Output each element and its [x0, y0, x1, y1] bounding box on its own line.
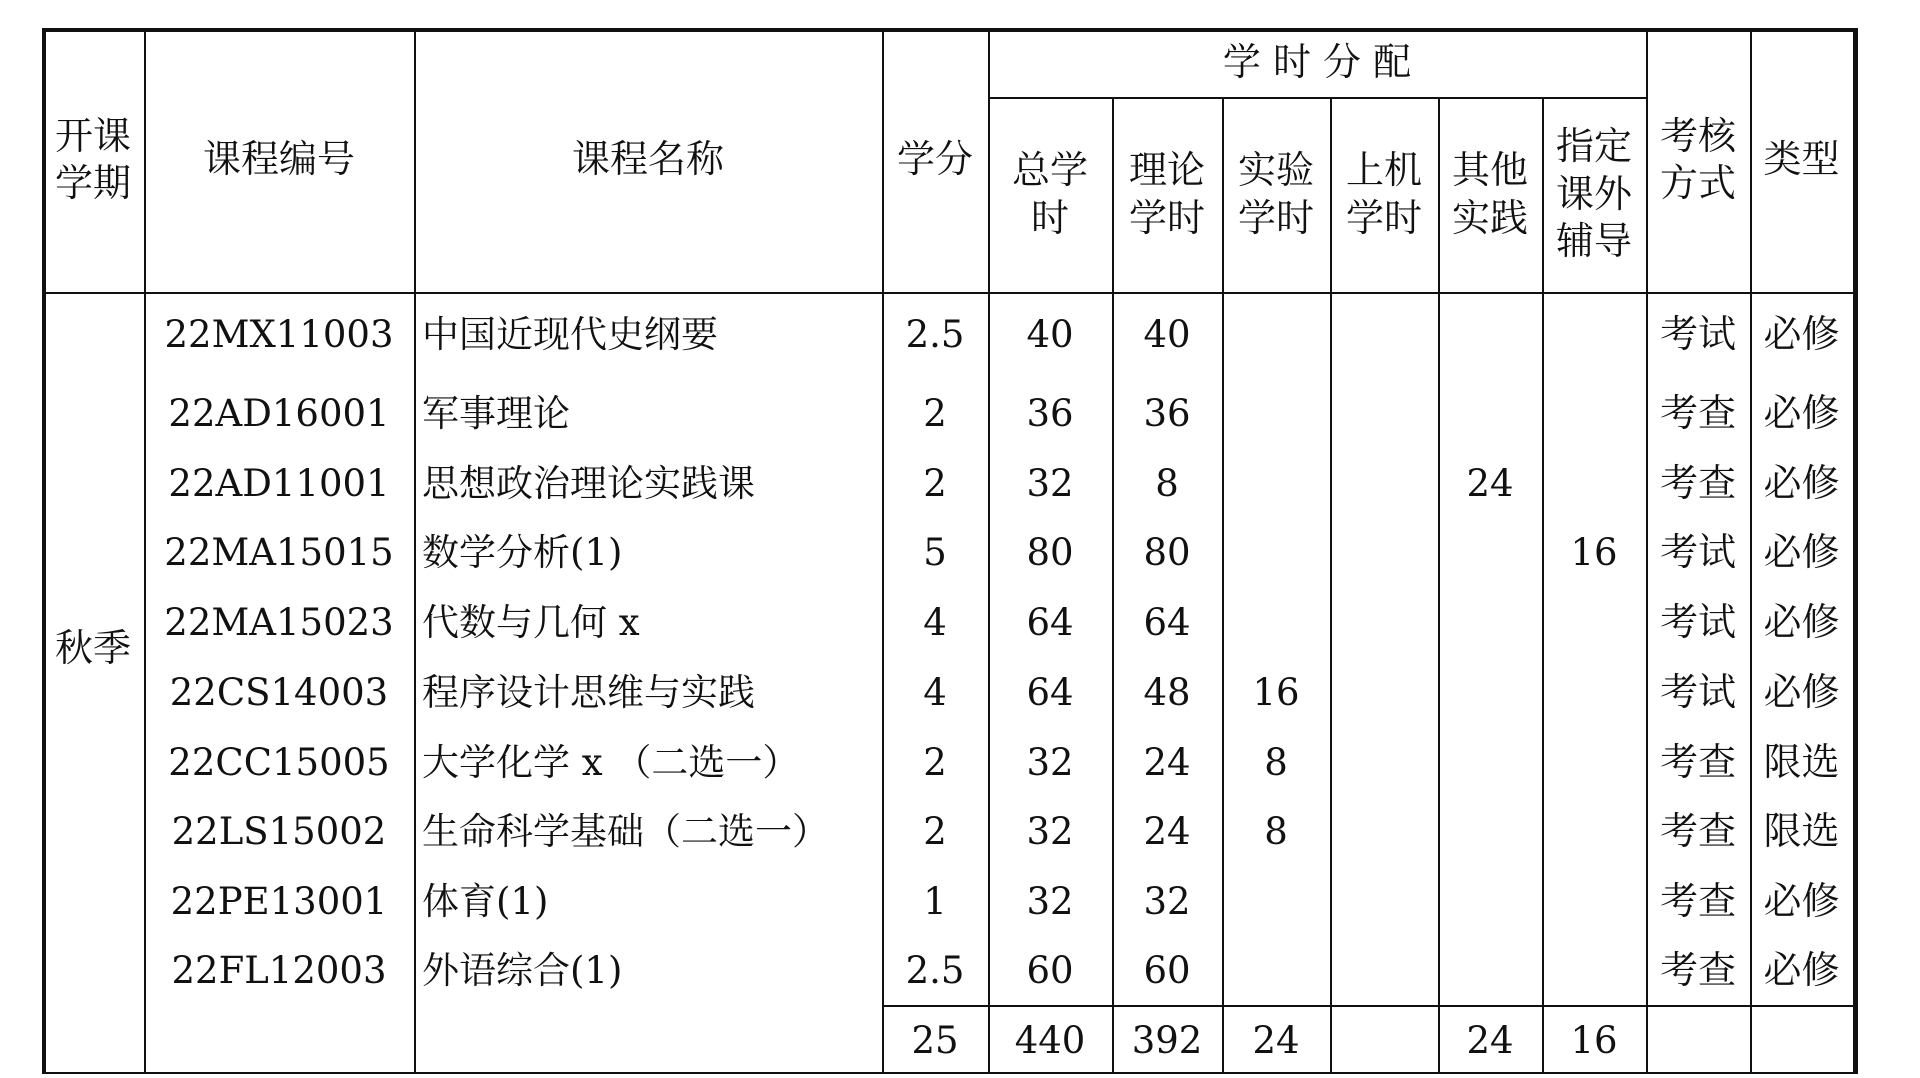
- course-code: 22LS15002: [171, 809, 387, 853]
- course-code: 22AD16001: [168, 391, 390, 435]
- course-name: 大学化学 x （二选一）: [422, 740, 800, 784]
- credit-value: 2: [923, 740, 947, 784]
- tutoring-value: [1542, 454, 1646, 514]
- exam-mode-value: 考查: [1659, 740, 1736, 785]
- other-practice-value: [1438, 384, 1542, 444]
- header-total-hours: 总学 时: [1011, 148, 1088, 240]
- computer-hours-value: [1330, 593, 1438, 653]
- totals-row-rule: [882, 1005, 1853, 1007]
- course-name: 数学分析(1): [422, 530, 623, 574]
- header-course-name: 课程名称: [571, 137, 724, 182]
- computer-hours-value: [1330, 733, 1438, 793]
- other-practice-value: [1438, 802, 1542, 862]
- total-hours-value: 36: [1026, 391, 1074, 435]
- header-bottom-rule: [42, 292, 1858, 294]
- credit-value: 2: [923, 391, 947, 435]
- total-hours-value: 64: [1026, 670, 1074, 714]
- exam-mode-value: 考查: [1659, 948, 1736, 993]
- credit-value: 2: [923, 809, 947, 853]
- course-code: 22CC15005: [168, 740, 390, 784]
- header-term: 开课 学期: [54, 113, 131, 205]
- lab-hours-value: 8: [1264, 809, 1288, 853]
- total-hours-value: 64: [1026, 600, 1074, 644]
- lab-hours-value: [1222, 941, 1330, 1001]
- computer-hours-value: [1330, 384, 1438, 444]
- course-name: 思想政治理论实践课: [422, 461, 755, 505]
- course-type-value: 必修: [1763, 600, 1840, 645]
- total-hours-value: 32: [1026, 809, 1074, 853]
- lab-hours-value: [1222, 384, 1330, 444]
- header-lab-hours: 实验 学时: [1237, 148, 1314, 240]
- lab-hours-value: [1222, 872, 1330, 932]
- computer-hours-value: [1330, 872, 1438, 932]
- credit-value: 2.5: [905, 948, 965, 992]
- course-code: 22FL12003: [171, 948, 387, 992]
- course-code: 22CS14003: [169, 670, 389, 714]
- total-hours-value: 80: [1026, 530, 1074, 574]
- tutoring-value: [1542, 305, 1646, 365]
- total-hours-value: 40: [1026, 312, 1074, 356]
- credit-value: 4: [923, 670, 947, 714]
- exam-mode-value: 考查: [1659, 879, 1736, 924]
- exam-mode-value: 考试: [1659, 312, 1736, 357]
- course-name: 军事理论: [422, 391, 570, 435]
- header-hours-group: 学 时 分 配: [1222, 39, 1412, 84]
- exam-mode-value: 考试: [1659, 670, 1736, 715]
- other-practice-value: [1438, 523, 1542, 583]
- course-code: 22MA15023: [164, 600, 394, 644]
- course-type-value: 必修: [1763, 879, 1840, 924]
- computer-hours-value: [1330, 305, 1438, 365]
- theory-hours-value: 64: [1143, 600, 1191, 644]
- other-practice-value: [1438, 872, 1542, 932]
- credit-value: 2: [923, 461, 947, 505]
- computer-hours-value: [1330, 941, 1438, 1001]
- lab-hours-sum: 24: [1252, 1018, 1300, 1062]
- header-computer-hours: 上机 学时: [1345, 148, 1422, 240]
- course-type-value: 必修: [1763, 461, 1840, 506]
- other-practice-value: [1438, 663, 1542, 723]
- theory-hours-value: 40: [1143, 312, 1191, 356]
- theory-hours-value: 80: [1143, 530, 1191, 574]
- total-hours-sum: 440: [1014, 1018, 1086, 1062]
- exam-mode-value: 考试: [1659, 530, 1736, 575]
- course-code: 22MX11003: [164, 312, 394, 356]
- header-theory-hours: 理论 学时: [1128, 148, 1205, 240]
- tutoring-value: [1542, 872, 1646, 932]
- credit-value: 5: [923, 530, 947, 574]
- course-name: 代数与几何 x: [422, 600, 640, 644]
- tutoring-value: [1542, 384, 1646, 444]
- header-other-practice: 其他 实践: [1451, 148, 1528, 240]
- computer-hours-value: [1330, 663, 1438, 723]
- course-name: 外语综合(1): [422, 948, 623, 992]
- lab-hours-value: 8: [1264, 740, 1288, 784]
- theory-hours-value: 24: [1143, 809, 1191, 853]
- term-label: 秋季: [54, 625, 131, 670]
- next-section-rule: [42, 1072, 1858, 1074]
- header-type: 类型: [1763, 137, 1840, 182]
- course-type-value: 必修: [1763, 670, 1840, 715]
- course-type-value: 限选: [1763, 740, 1840, 785]
- theory-hours-value: 24: [1143, 740, 1191, 784]
- theory-hours-value: 48: [1143, 670, 1191, 714]
- header-course-code: 课程编号: [202, 137, 355, 182]
- computer-hours-value: [1330, 802, 1438, 862]
- tutoring-value: [1542, 941, 1646, 1001]
- lab-hours-value: 16: [1252, 670, 1300, 714]
- course-type-value: 限选: [1763, 809, 1840, 854]
- total-hours-value: 60: [1026, 948, 1074, 992]
- tutoring-value: [1542, 733, 1646, 793]
- exam-mode-value: 考查: [1659, 391, 1736, 436]
- credit-value: 1: [923, 879, 947, 923]
- tutoring-sum: 16: [1570, 1018, 1618, 1062]
- other-practice-value: 24: [1466, 461, 1514, 505]
- other-practice-sum: 24: [1466, 1018, 1514, 1062]
- exam-mode-sum: [1646, 1011, 1750, 1071]
- course-code: 22PE13001: [170, 879, 388, 923]
- course-type-sum: [1750, 1011, 1853, 1071]
- credit-value: 2.5: [905, 312, 965, 356]
- exam-mode-value: 考试: [1659, 600, 1736, 645]
- computer-hours-value: [1330, 523, 1438, 583]
- header-exam-mode: 考核 方式: [1659, 113, 1736, 205]
- total-hours-value: 32: [1026, 461, 1074, 505]
- course-name: 体育(1): [422, 879, 549, 923]
- theory-hours-value: 32: [1143, 879, 1191, 923]
- course-name: 程序设计思维与实践: [422, 670, 755, 714]
- exam-mode-value: 考查: [1659, 809, 1736, 854]
- tutoring-value: [1542, 663, 1646, 723]
- header-credit: 学分: [896, 137, 973, 182]
- header-tutoring: 指定 课外 辅导: [1555, 124, 1632, 264]
- lab-hours-value: [1222, 593, 1330, 653]
- other-practice-value: [1438, 941, 1542, 1001]
- other-practice-value: [1438, 733, 1542, 793]
- tutoring-value: 16: [1570, 530, 1618, 574]
- theory-hours-value: 8: [1155, 461, 1179, 505]
- computer-hours-value: [1330, 454, 1438, 514]
- theory-hours-value: 36: [1143, 391, 1191, 435]
- tutoring-value: [1542, 802, 1646, 862]
- theory-hours-value: 60: [1143, 948, 1191, 992]
- lab-hours-value: [1222, 305, 1330, 365]
- total-credit: 25: [911, 1018, 959, 1062]
- other-practice-value: [1438, 593, 1542, 653]
- exam-mode-value: 考查: [1659, 461, 1736, 506]
- course-name: 生命科学基础（二选一）: [422, 809, 829, 853]
- course-name: 中国近现代史纲要: [422, 312, 718, 356]
- course-code: 22MA15015: [164, 530, 394, 574]
- other-practice-value: [1438, 305, 1542, 365]
- course-type-value: 必修: [1763, 391, 1840, 436]
- credit-value: 4: [923, 600, 947, 644]
- table-border-right: [1853, 28, 1858, 1074]
- course-type-value: 必修: [1763, 948, 1840, 993]
- lab-hours-value: [1222, 454, 1330, 514]
- total-hours-value: 32: [1026, 740, 1074, 784]
- course-code: 22AD11001: [168, 461, 390, 505]
- total-hours-value: 32: [1026, 879, 1074, 923]
- theory-hours-sum: 392: [1131, 1018, 1203, 1062]
- course-type-value: 必修: [1763, 312, 1840, 357]
- computer-hours-sum: [1330, 1011, 1438, 1071]
- course-type-value: 必修: [1763, 530, 1840, 575]
- tutoring-value: [1542, 593, 1646, 653]
- lab-hours-value: [1222, 523, 1330, 583]
